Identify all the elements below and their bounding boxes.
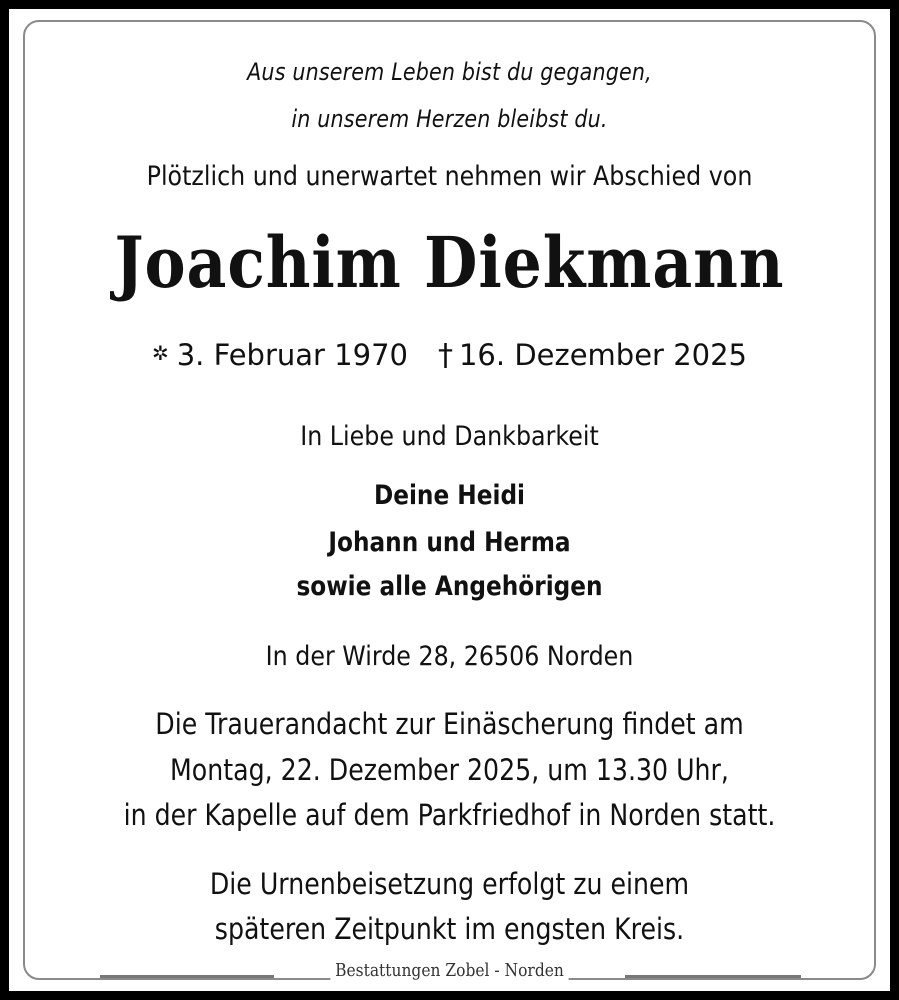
burial-line-1: Die Urnenbeisetzung erfolgt zu einem <box>209 867 690 901</box>
birth-date: 3. Februar 1970 <box>176 338 408 372</box>
closing-phrase: In Liebe und Dankbarkeit <box>300 421 599 452</box>
service-line-3: in der Kapelle auf dem Parkfriedhof in Norden statt. <box>123 798 776 832</box>
mourner-3: sowie alle Angehörigen <box>296 571 603 602</box>
death-cross-icon: † <box>437 338 453 373</box>
mourner-1: Deine Heidi <box>373 480 526 511</box>
service-line-2: Montag, 22. Dezember 2025, um 13.30 Uhr, <box>170 753 729 787</box>
mourner-2: Johann und Herma <box>328 527 571 558</box>
motto-line-2: in unserem Herzen bleibst du. <box>291 105 608 133</box>
funeral-home-name: Bestattungen Zobel - Norden <box>330 960 569 981</box>
deceased-name: Joachim Diekmann <box>114 221 785 304</box>
birth-star-icon: ✲ <box>151 341 169 365</box>
address: In der Wirde 28, 26506 Norden <box>265 641 634 672</box>
footer <box>0 960 899 984</box>
death-date: 16. Dezember 2025 <box>458 338 748 372</box>
funeral-home-credit <box>63 960 836 981</box>
life-dates <box>0 338 899 373</box>
motto-line-1: Aus unserem Leben bist du gegangen, <box>247 58 652 86</box>
burial-line-2: späteren Zeitpunkt im engsten Kreis. <box>214 912 685 946</box>
service-line-1: Die Trauerandacht zur Einäscherung findet am <box>155 707 744 741</box>
intro-text: Plötzlich und unerwartet nehmen wir Abschied von <box>146 161 753 192</box>
